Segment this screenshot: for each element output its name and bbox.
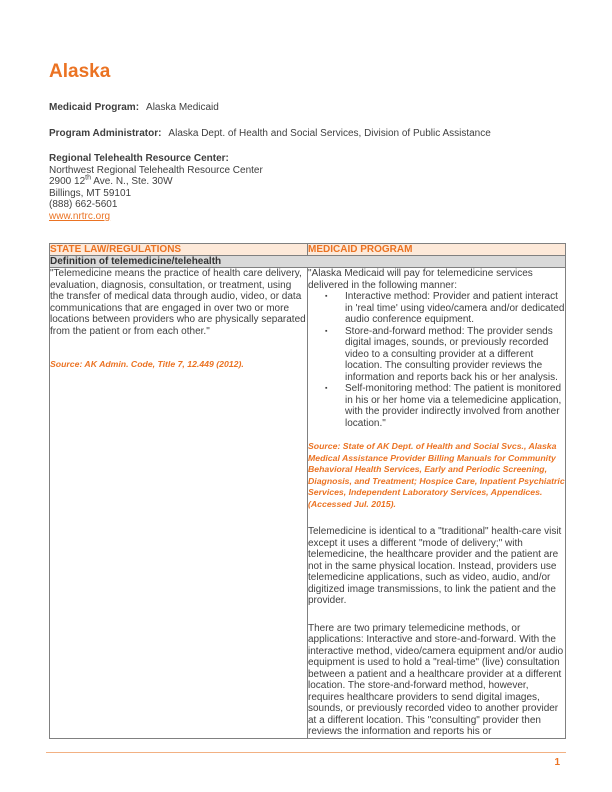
rtrc-phone: (888) 662-5601	[49, 199, 118, 210]
telemedicine-definition-table	[49, 243, 566, 739]
medicaid-program-column-header: MEDICAID PROGRAM	[308, 244, 566, 256]
page-content	[49, 0, 566, 739]
rtrc-website-link[interactable]: www.nrtrc.org	[49, 210, 111, 222]
rtrc-city-state-zip: Billings, MT 59101	[49, 187, 132, 199]
self-monitoring-method-item: Self-monitoring method: The patient is monitored in his or her home via a telemedicine application, with the provider indirectly involved from another location."	[345, 383, 562, 429]
page-title: Alaska	[49, 61, 111, 82]
state-law-column-header: STATE LAW/REGULATIONS	[50, 244, 308, 256]
medicaid-source-citation: Source: State of AK Dept. of Health and Social Svcs., Alaska Medical Assistance Provider Billing Manuals for Community Behavioral Health Services, Early and Periodic Screening, Diagnosis, and Treatment; Hospice Care, Inpatient Psychiatric Services, Independent Laboratory Services, Appendices. (Accessed Jul. 2015).	[308, 441, 565, 509]
medicaid-program-cell	[308, 268, 566, 739]
program-administrator-label: Program Administrator:	[49, 127, 162, 139]
table-content-row	[50, 268, 566, 739]
telemedicine-description-paragraph: Telemedicine is identical to a "traditional" health-care visit except it uses a different "mode of delivery;" with telemedicine, the healthcare provider and the patient are not in the same physical location. Instead, providers use telemedicine applications, such as video, audio, and/or digitized image transmissions, to link the patient and the provider.	[308, 526, 562, 606]
footer-divider	[46, 752, 566, 753]
table-header-row	[50, 244, 566, 256]
medicaid-program-line	[49, 102, 566, 114]
list-item	[308, 291, 565, 326]
rtrc-address-ordinal: th	[85, 174, 91, 182]
rtrc-address-post: Ave. N., Ste. 30W	[91, 176, 173, 187]
program-administrator-value: Alaska Dept. of Health and Social Services, Division of Public Assistance	[168, 127, 491, 139]
state-law-source-citation: Source: AK Admin. Code, Title 7, 12.449 (2012).	[50, 359, 244, 369]
telemedicine-definition-text: "Telemedicine means the practice of health care delivery, evaluation, diagnosis, consultation, or treatment, using the transfer of medical data through audio, video, or data communications that are engaged in over two or more locations between providers who are physically separated from the patient or from each other."	[50, 268, 306, 337]
rtrc-name: Northwest Regional Telehealth Resource Center	[49, 164, 263, 176]
bullet-square-icon: ▪	[325, 327, 328, 335]
bullet-square-icon: ▪	[325, 385, 328, 392]
list-item	[308, 383, 565, 429]
rtrc-address	[49, 176, 566, 188]
rtrc-address-pre: 2900 12	[49, 176, 86, 187]
telemedicine-methods-list	[308, 291, 565, 429]
interactive-method-item: Interactive method: Provider and patient interact in 'real time' using video/camera and/or dedicated audio conference equipment.	[345, 291, 565, 325]
list-item	[308, 326, 565, 384]
bullet-square-icon: ▪	[325, 293, 328, 300]
telehealth-resource-center-block	[49, 153, 566, 222]
section-header: Definition of telemedicine/telehealth	[50, 256, 566, 268]
section-header-row	[50, 256, 566, 268]
medicaid-program-value: Alaska Medicaid	[146, 102, 219, 113]
store-and-forward-method-item: Store-and-forward method: The provider sends digital images, sounds, or previously recorded video to a consulting provider at a different location. The consulting provider reviews the information and reports back his or her analysis.	[345, 325, 558, 383]
rtrc-label: Regional Telehealth Resource Center:	[49, 153, 229, 164]
medicaid-intro-text: "Alaska Medicaid will pay for telemedicine services delivered in the following manner:	[308, 268, 533, 291]
page-number: 1	[554, 757, 560, 768]
medicaid-program-label: Medicaid Program:	[49, 102, 140, 113]
program-administrator-line	[49, 128, 566, 140]
telemedicine-methods-paragraph: There are two primary telemedicine methods, or applications: Interactive and store-and-forward. With the interactive method, video/camera equipment and/or audio equipment is used to hold a "real-time" (live) consultation between a patient and a healthcare provider at a different location. The store-and-forward method, however, requires healthcare providers to send digital images, sounds, or previously recorded video to another provider at a different location. This "consulting" provider then reviews the information and reports his or	[308, 622, 564, 737]
state-law-cell	[50, 268, 308, 739]
